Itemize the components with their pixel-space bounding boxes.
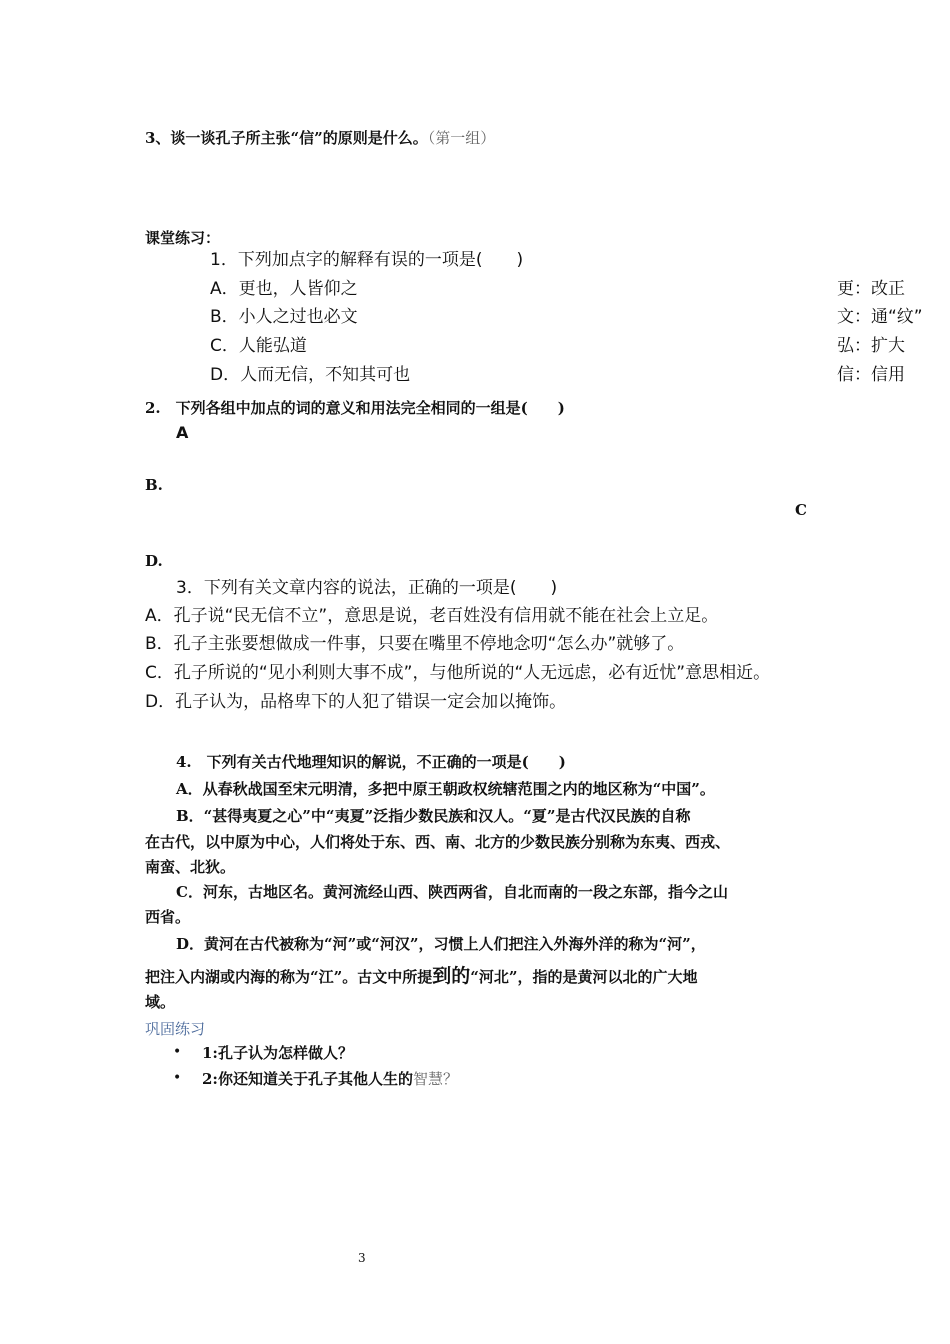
q4-option-b-line2: 在古代，以中原为中心，人们将处于东、西、南、北方的少数民族分别称为东夷、西戎、 [145, 833, 731, 851]
q2-option-a: A [176, 423, 189, 442]
q4-d-text-start: 把注入内湖或内海的称为“江”。古文中所提 [145, 968, 433, 986]
q3-option-d: D．孔子认为，品格卑下的人犯了错误一定会加以掩饰。 [145, 692, 567, 712]
q3-option-a: A．孔子说“民无信不立”，意思是说，老百姓没有信用就不能在社会上立足。 [145, 606, 719, 626]
discussion-group: （第一组） [427, 129, 496, 147]
q4-option-b-line3: 南蛮、北狄。 [145, 858, 236, 876]
q1-note-c: 弘：扩大 [837, 336, 905, 356]
bullet-icon: • [173, 1044, 182, 1060]
q3-option-c: C．孔子所说的“见小利则大事不成”，与他所说的“人无远虑，必有近忧”意思相近。 [145, 663, 771, 683]
q4-option-d-line3: 域。 [145, 993, 176, 1011]
q1-option-c: C．人能弘道 [210, 336, 307, 356]
consolidation-item-2-rest: 智慧？ [412, 1070, 458, 1088]
q1-option-b: B．小人之过也必文 [210, 307, 358, 327]
q4-option-b-line1: B．“甚得夷夏之心”中“夷夏”泛指少数民族和汉人。“夏”是古代汉民族的自称 [176, 807, 691, 825]
q2-stem: 2. 下列各组中加点的词的意义和用法完全相同的一组是( ) [145, 399, 565, 417]
q2-option-c: C [795, 501, 807, 519]
q4-option-d-line1: D．黄河在古代被称为“河”或“河汉”，习惯上人们把注入外海外洋的称为“河”， [176, 935, 706, 953]
q2-option-d: D. [145, 552, 163, 570]
q1-option-a: A．更也，人皆仰之 [210, 279, 358, 299]
consolidation-item-2-text: 2:你还知道关于孔子其他人生的 [202, 1070, 413, 1088]
q1-note-b: 文：通“纹” [837, 307, 923, 327]
consolidation-item-2 [202, 1069, 458, 1089]
bullet-icon: • [173, 1070, 182, 1086]
page-number: 3 [358, 1251, 366, 1265]
q2-option-b: B. [145, 476, 163, 494]
q1-note-d: 信：信用 [837, 365, 905, 385]
discussion-question-text: 3、谈一谈孔子所主张“信”的原则是什么。 [145, 129, 428, 147]
q1-stem: 1．下列加点字的解释有误的一项是( ) [210, 250, 524, 270]
consolidation-heading: 巩固练习 [145, 1020, 206, 1038]
q1-note-a: 更：改正 [837, 279, 905, 299]
q3-option-b: B．孔子主张要想做成一件事，只要在嘴里不停地念叨“怎么办”就够了。 [145, 634, 685, 654]
q4-option-c-line1: C．河东，古地区名。黄河流经山西、陕西两省，自北而南的一段之东部，指今之山 [176, 883, 728, 901]
consolidation-item-1 [202, 1043, 353, 1063]
discussion-question [145, 128, 495, 148]
q4-option-a: A．从春秋战国至宋元明清，多把中原王朝政权统辖范围之内的地区称为“中国”。 [176, 780, 715, 798]
q4-d-text-end: “河北”，指的是黄河以北的广大地 [470, 968, 698, 986]
q4-stem: 4. 下列有关古代地理知识的解说，不正确的一项是( ) [176, 753, 566, 771]
q4-d-emphasis: 到的 [432, 965, 471, 987]
q4-option-c-line2: 西省。 [145, 908, 191, 926]
consolidation-item-1-text: 1:孔子认为怎样做人？ [202, 1044, 353, 1062]
q1-option-d: D．人而无信，不知其可也 [210, 365, 411, 385]
q4-option-d-line2 [145, 966, 698, 987]
classwork-heading: 课堂练习： [145, 229, 221, 247]
q3-stem: 3．下列有关文章内容的说法，正确的一项是( ) [176, 578, 558, 598]
